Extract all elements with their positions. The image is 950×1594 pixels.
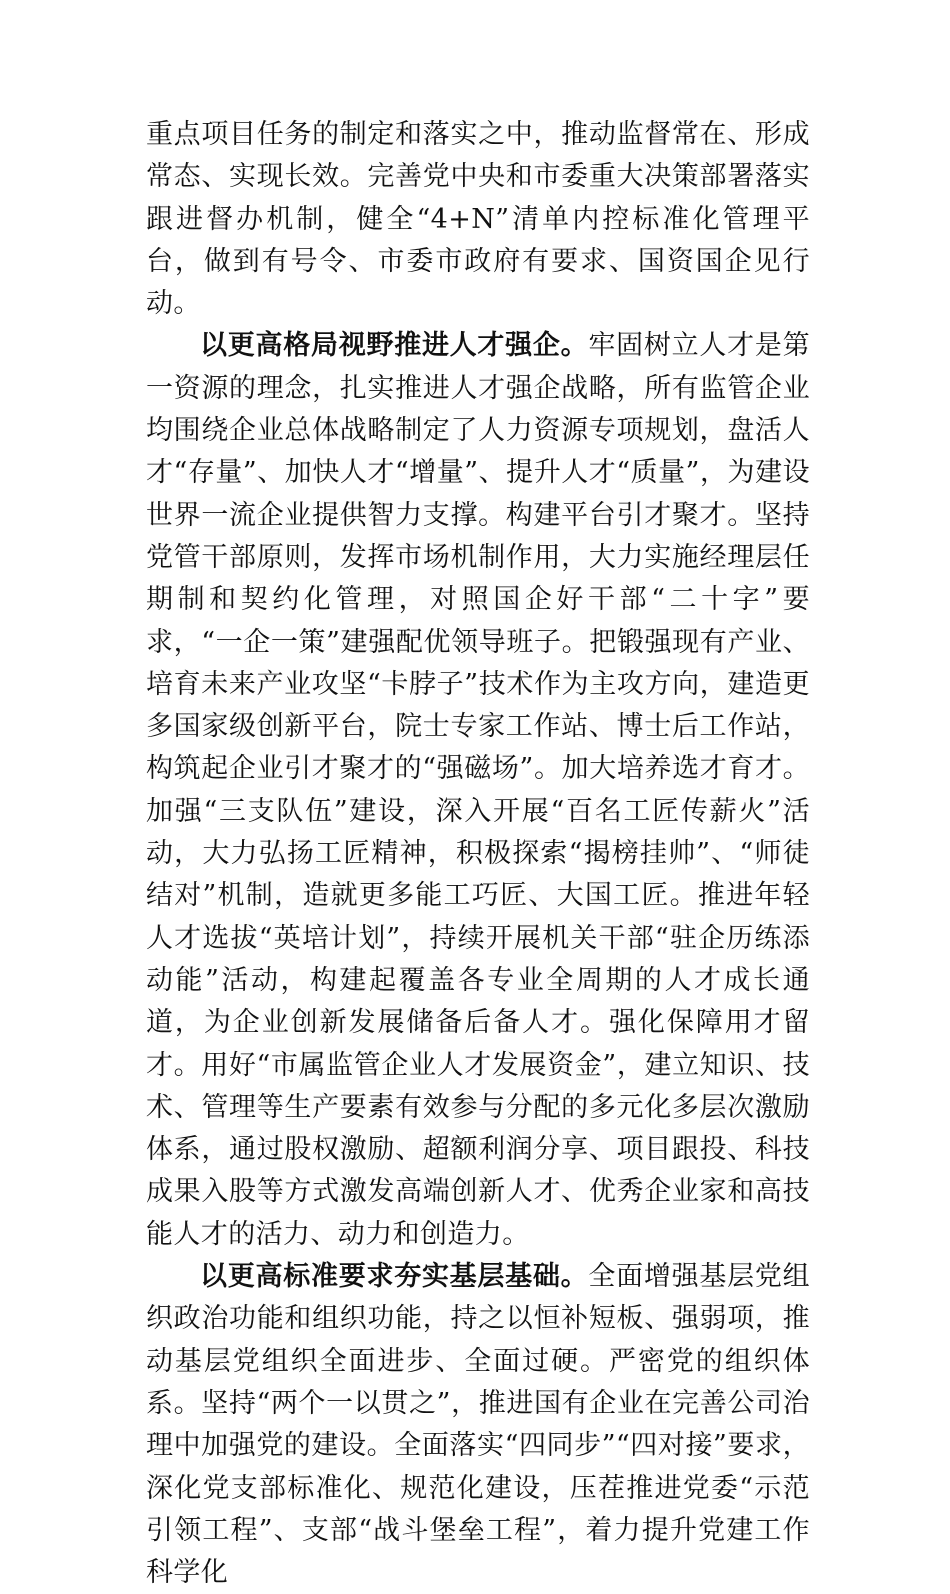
document-page [146,114,810,1594]
paragraph-grassroots [146,1256,810,1594]
paragraph-body: 重点项目任务的制定和落实之中，推动监督常在、形成常态、实现长效。完善党中央和市委重大决策部署落实跟进督办机制，健全“4+N”清单内控标准化管理平台，做到有号令、市委市政府有要求、国资国企见行动。 [146,119,810,320]
paragraph-body: 全面增强基层党组织政治功能和组织功能，持之以恒补短板、强弱项，推动基层党组织全面进步、全面过硬。严密党的组织体系。坚持“两个一以贯之”，推进国有企业在完善公司治理中加强党的建设。全面落实“四同步”“四对接”要求，深化党支部标准化、规范化建设，压茬推进党委“示范引领工程”、支部“战斗堡垒工程”，着力提升党建工作科学化 [146,1261,811,1589]
paragraph-body: 牢固树立人才是第一资源的理念，扎实推进人才强企战略，所有监管企业均围绕企业总体战略制定了人力资源专项规划，盘活人才“存量”、加快人才“增量”、提升人才“质量”，为建设世界一流企业提供智力支撑。构建平台引才聚才。坚持党管干部原则，发挥市场机制作用，大力实施经理层任期制和契约化管理，对照国企好干部“二十字”要求，“一企一策”建强配优领导班子。把锻强现有产业、培育未来产业攻坚“卡脖子”技术作为主攻方向，建造更多国家级创新平台，院士专家工作站、博士后工作站，构筑起企业引才聚才的“强磁场”。加大培养选才育才。加强“三支队伍”建设，深入开展“百名工匠传薪火”活动，大力弘扬工匠精神，积极探索“揭榜挂帅”、“师徒结对”机制，造就更多能工巧匠、大国工匠。推进年轻人才选拔“英培计划”，持续开展机关干部“驻企历练添动能”活动，构建起覆盖各专业全周期的人才成长通道，为企业创新发展储备后备人才。强化保障用才留才。用好“市属监管企业人才发展资金”，建立知识、技术、管理等生产要素有效参与分配的多元化多层次激励体系，通过股权激励、超额利润分享、项目跟投、科技成果入股等方式激发高端创新人才、优秀企业家和高技能人才的活力、动力和创造力。 [146,330,811,1250]
paragraph-heading: 以更高格局视野推进人才强企。 [200,330,589,362]
paragraph-talent [146,325,810,1256]
paragraph-heading: 以更高标准要求夯实基层基础。 [200,1261,589,1293]
paragraph-continuation [146,114,810,325]
